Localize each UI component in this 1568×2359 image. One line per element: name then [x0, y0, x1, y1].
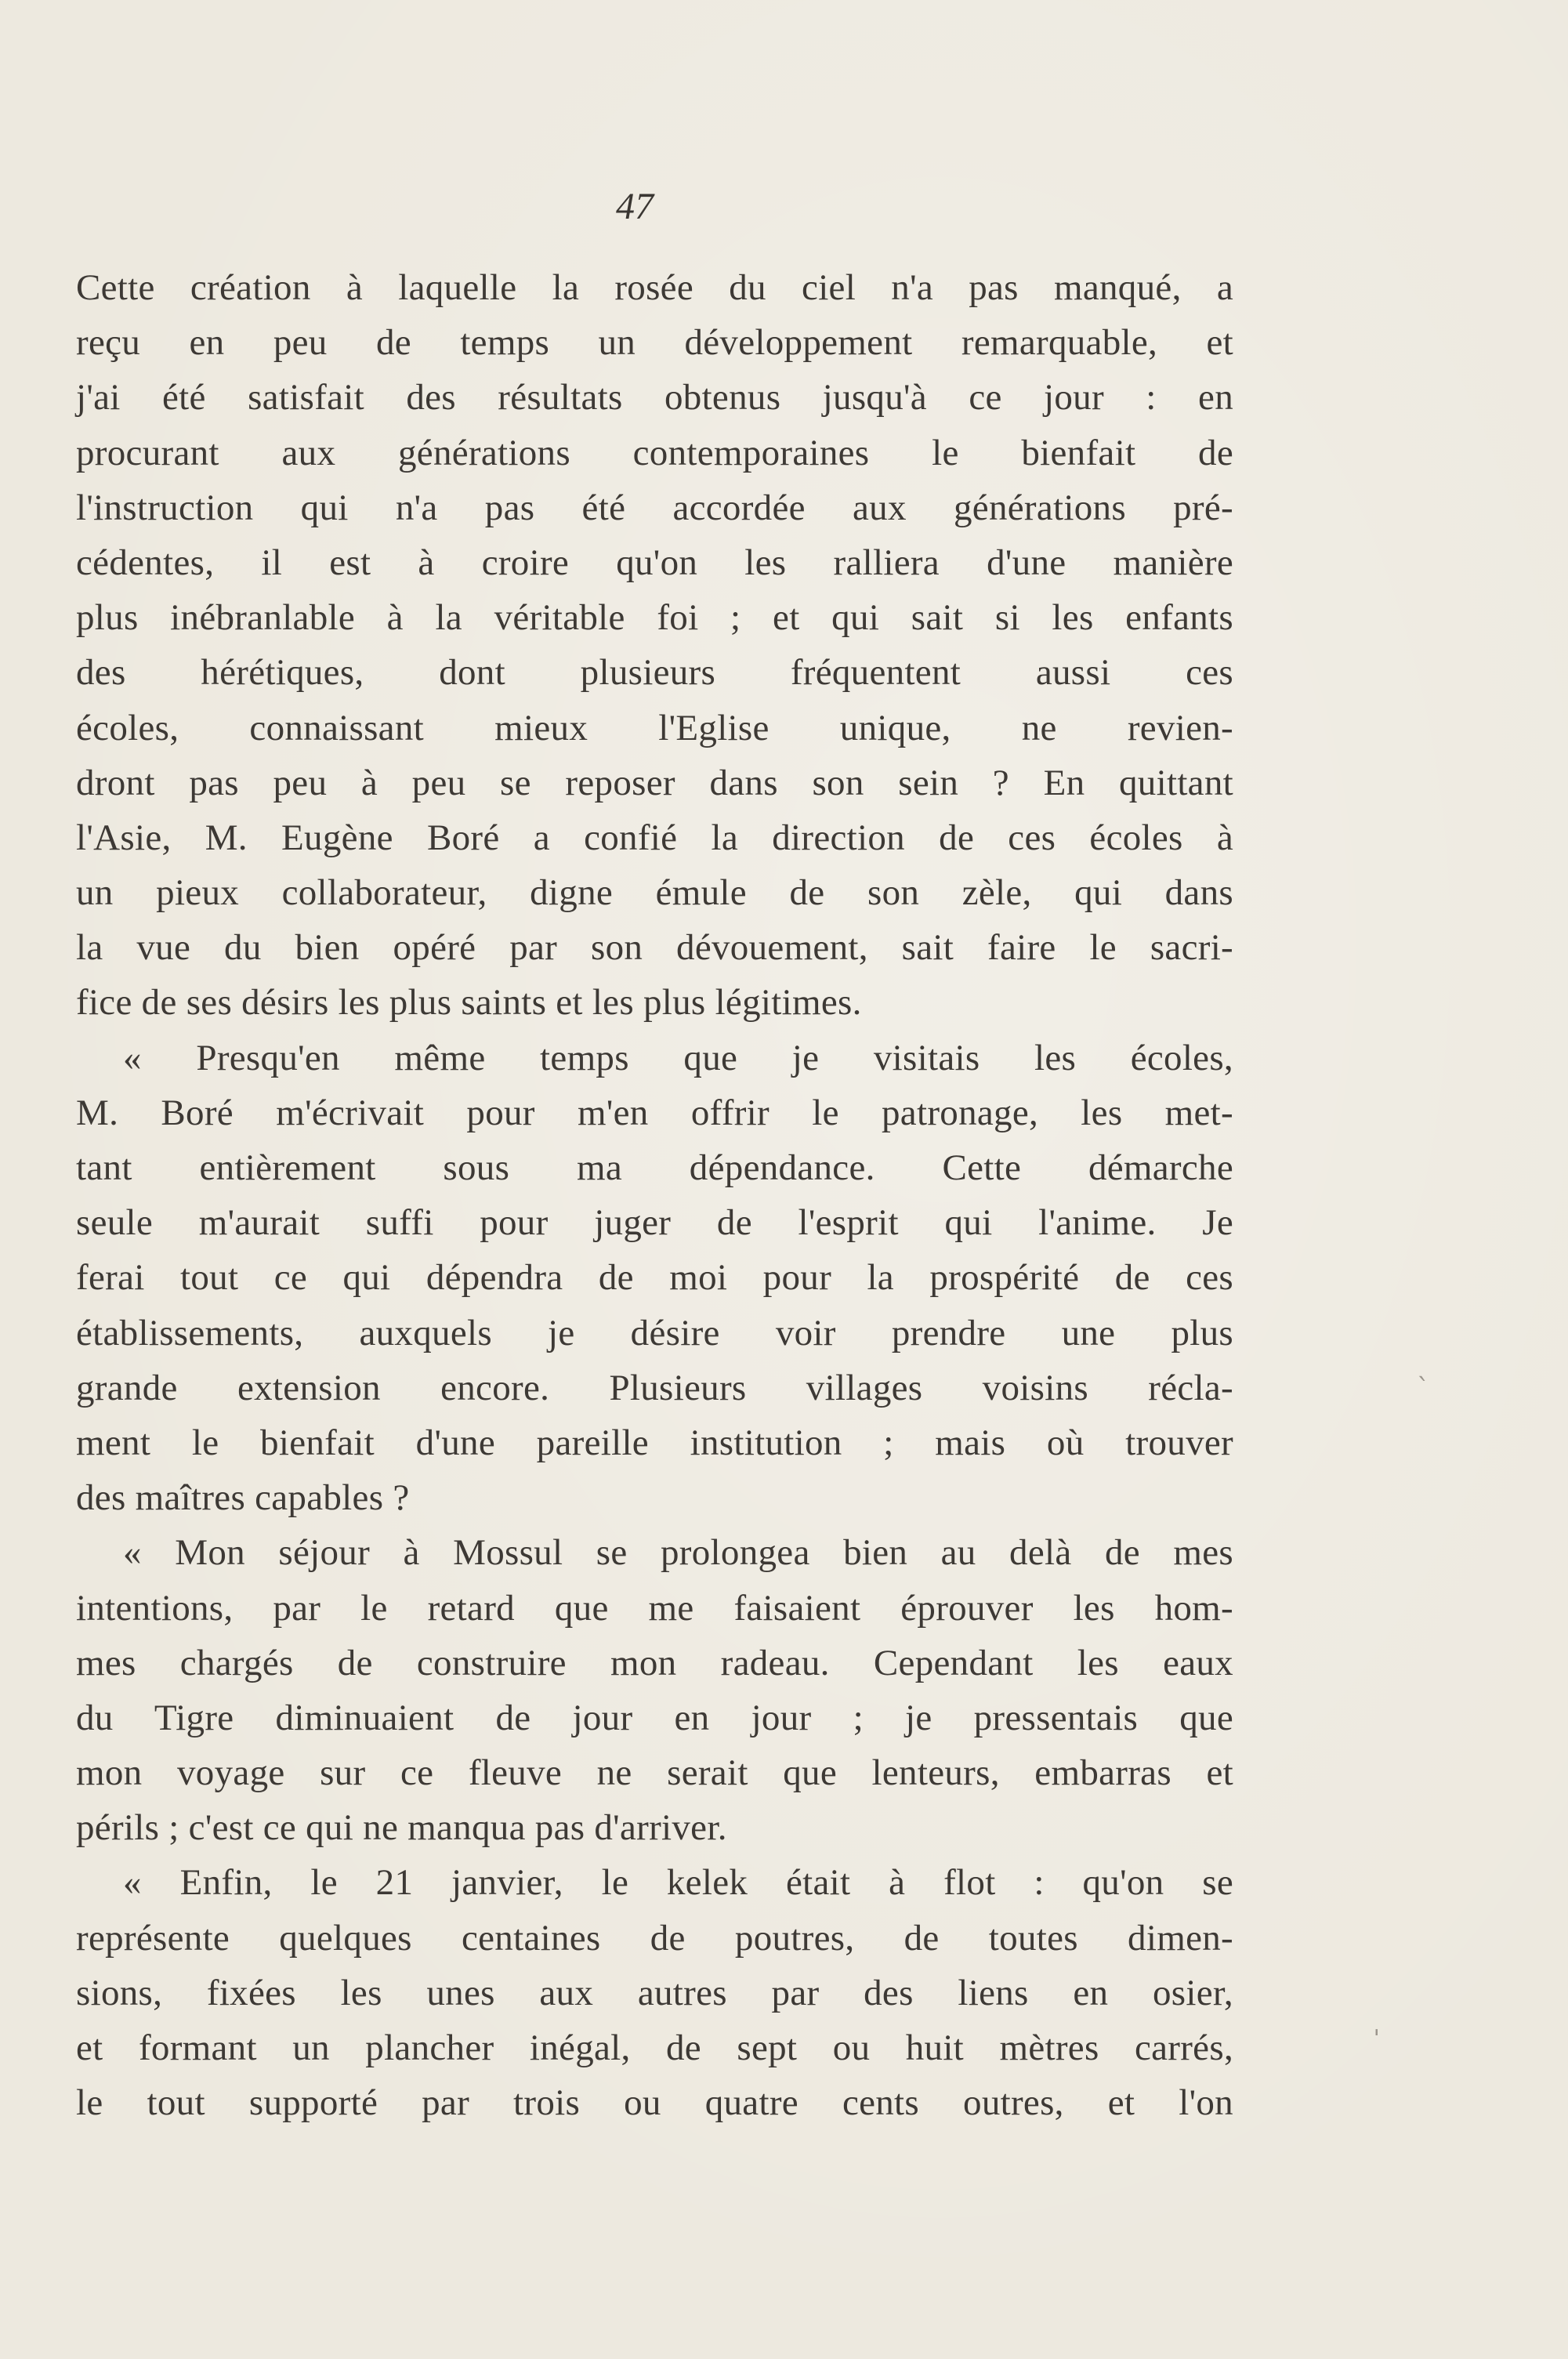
- text-line: fice de ses désirs les plus saints et les plus légitimes.: [76, 982, 862, 1024]
- text-line: dront pas peu à peu se reposer dans son sein ? En quittant: [76, 762, 1233, 803]
- text-line: mon voyage sur ce fleuve ne serait que lenteurs, embarras et: [76, 1752, 1233, 1794]
- text-line: mes chargés de construire mon radeau. Cependant les eaux: [76, 1642, 1233, 1683]
- text-line: j'ai été satisfait des résultats obtenus jusqu'à ce jour : en: [76, 377, 1233, 419]
- text-line: représente quelques centaines de poutres, de toutes dimen-: [76, 1917, 1233, 1959]
- margin-tick-mark: ˌ: [1373, 2008, 1381, 2039]
- page-number: 47: [616, 186, 654, 227]
- text-line: « Mon séjour à Mossul se prolongea bien au delà de mes: [123, 1532, 1233, 1574]
- text-line: périls ; c'est ce qui ne manqua pas d'arriver.: [76, 1807, 727, 1849]
- text-line: l'Asie, M. Eugène Boré a confié la direction de ces écoles à: [76, 817, 1233, 858]
- text-line: un pieux collaborateur, digne émule de son zèle, qui dans: [76, 872, 1233, 914]
- text-line: ment le bienfait d'une pareille institution ; mais où trouver: [76, 1422, 1233, 1463]
- text-line: tant entièrement sous ma dépendance. Cette démarche: [76, 1147, 1233, 1188]
- text-line: « Enfin, le 21 janvier, le kelek était à flot : qu'on se: [123, 1862, 1233, 1904]
- text-line: plus inébranlable à la véritable foi ; et qui sait si les enfants: [76, 597, 1233, 639]
- text-line: et formant un plancher inégal, de sept ou huit mètres carrés,: [76, 2027, 1233, 2068]
- text-line: établissements, auxquels je désire voir prendre une plus: [76, 1312, 1233, 1353]
- text-line: du Tigre diminuaient de jour en jour ; je pressentais que: [76, 1697, 1233, 1738]
- text-line: procurant aux générations contemporaines le bienfait de: [76, 432, 1233, 473]
- text-line: reçu en peu de temps un développement remarquable, et: [76, 322, 1233, 364]
- text-line: écoles, connaissant mieux l'Eglise unique, ne revien-: [76, 707, 1233, 748]
- margin-tick-mark: ˋ: [1417, 1373, 1430, 1404]
- text-line: « Presqu'en même temps que je visitais les écoles,: [123, 1037, 1233, 1078]
- text-line: la vue du bien opéré par son dévouement, sait faire le sacri-: [76, 927, 1233, 969]
- text-line: sions, fixées les unes aux autres par des liens en osier,: [76, 1972, 1233, 2013]
- text-line: l'instruction qui n'a pas été accordée aux générations pré-: [76, 487, 1233, 528]
- text-line: le tout supporté par trois ou quatre cents outres, et l'on: [76, 2082, 1233, 2124]
- text-line: grande extension encore. Plusieurs villages voisins récla-: [76, 1367, 1233, 1408]
- text-line: M. Boré m'écrivait pour m'en offrir le patronage, les met-: [76, 1092, 1233, 1133]
- text-line: cédentes, il est à croire qu'on les ralliera d'une manière: [76, 542, 1233, 583]
- body-text: [76, 260, 1233, 2130]
- text-line: seule m'aurait suffi pour juger de l'esprit qui l'anime. Je: [76, 1202, 1233, 1244]
- bleed-through-text: ⠀⠀⠀⠀⠀⠀⠀⠀⠀⠀⠀⠀: [781, 91, 1088, 168]
- text-line: Cette création à laquelle la rosée du ciel n'a pas manqué, a: [76, 267, 1233, 308]
- text-line: intentions, par le retard que me faisaient éprouver les hom-: [76, 1587, 1233, 1629]
- text-line: ferai tout ce qui dépendra de moi pour la prospérité de ces: [76, 1257, 1233, 1299]
- text-line: des hérétiques, dont plusieurs fréquentent aussi ces: [76, 652, 1233, 694]
- text-line: des maîtres capables ?: [76, 1477, 410, 1519]
